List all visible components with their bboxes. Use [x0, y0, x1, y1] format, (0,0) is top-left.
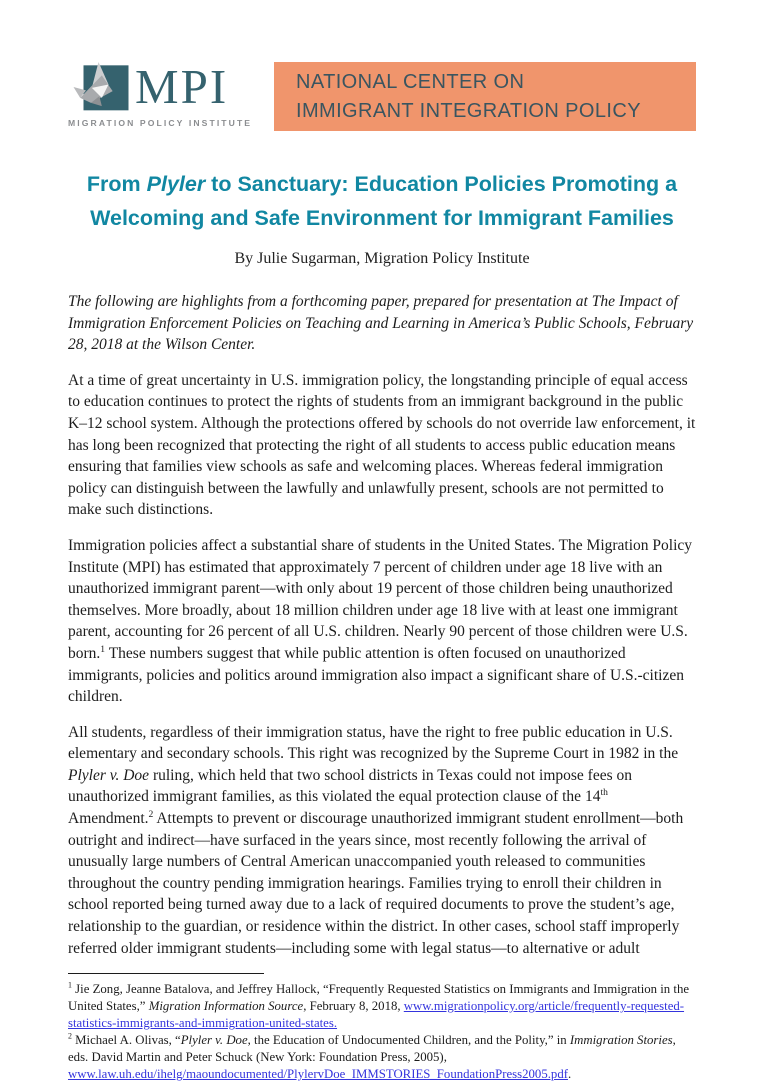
text-run: to Sanctuary: Education Policies Promoting a — [205, 172, 678, 196]
text-run: Plyler v. Doe — [68, 766, 150, 784]
text-run: Immigration Stories — [569, 1033, 673, 1048]
body-paragraph-1 — [68, 370, 696, 521]
text-run: All students, regardless of their immigration status, have the right to free public education in U.S. elementary and secondary schools. This right was recognized by the Supreme Court in 1982 in the — [68, 723, 679, 763]
text-run: , February 8, 2018, — [303, 999, 404, 1014]
footnote-reference: 2 — [148, 808, 154, 820]
text-run: At a time of great uncertainty in U.S. immigration policy, the longstanding principle of equal access to education continues to protect the rights of students from an immigrant background in the public K–12 school system. Although the protections offered by schools do not override law enforcement, it has long been recognized that protecting the right of all students to access public education means ensuring that families view schools as safe and welcoming places. Whereas federal immigration policy can distinguish between the lawfully and unlawfully present, schools are not permitted to make such distinctions. — [68, 371, 696, 519]
text-run: These numbers suggest that while public attention is often focused on unauthorized immigrants, policies and politics around immigration also impact a significant share of U.S.-citizen children. — [68, 644, 684, 706]
text-run: Attempts to prevent or discourage unauthorized immigrant student enrollment—both outright and indirect—have surfaced in the years since, most recently following the arrival of unusually large numbers of Central American unaccompanied youth released to communities throughout the country pending immigration hearings. Families trying to enroll their children in school reported being turned away due to a lack of required documents to prove the student’s age, relationship to the guardian, or residence within the district. In other cases, school staff improperly referred older immigrant students—including some with legal status—to alternative or adult — [68, 810, 684, 957]
text-run: Welcoming and Safe Environment for Immigrant Families — [90, 206, 674, 230]
page-header — [68, 59, 696, 131]
banner-line-2: IMMIGRANT INTEGRATION POLICY — [296, 99, 641, 122]
text-run: From — [86, 172, 147, 196]
text-run: The following are highlights from a forthcoming paper, prepared for presentation at The Impact of Immigration Enforcement Policies on Teaching and Learning in America’s Public Schools, February 28, 2018 at the Wilson Center. — [68, 293, 694, 354]
text-run: , eds. David Martin and Peter Schuck (New York: Foundation Press, 2005), — [68, 1033, 676, 1065]
mpi-wordmark: MIGRATION POLICY INSTITUTE — [68, 118, 253, 128]
hyperlink[interactable]: www.law.uh.edu/ihelg/maoundocumented/PlylervDoe_IMMSTORIES_FoundationPress2005.pdf — [68, 1067, 568, 1082]
text-run: . — [567, 1067, 572, 1082]
footnote-reference: 2 — [68, 1031, 72, 1041]
text-run: , the Education of Undocumented Children, and the Polity,” in — [247, 1033, 570, 1048]
intro-note-paragraph — [68, 291, 696, 356]
text-run: Plyler v. Doe — [180, 1033, 248, 1048]
footnote-reference: th — [600, 787, 608, 799]
center-banner — [274, 62, 696, 131]
text-run: Michael A. Olivas, “ — [71, 1033, 181, 1048]
body-paragraph-2 — [68, 535, 696, 708]
mpi-acronym: MPI — [135, 59, 229, 114]
text-run: Amendment. — [68, 810, 149, 828]
footnote-reference: 1 — [68, 980, 72, 990]
mpi-logo-top — [68, 59, 274, 114]
byline: By Julie Sugarman, Migration Policy Institute — [234, 250, 530, 267]
footnote-reference: 1 — [100, 643, 106, 655]
text-run: Plyler — [146, 172, 206, 196]
footnote-2 — [68, 1032, 696, 1083]
text-run: ruling, which held that two school districts in Texas could not impose fees on unauthorized immigrant families, as this violated the equal protection clause of the 14 — [68, 766, 632, 806]
hyperlink[interactable]: www.migrationpolicy.org/article/frequently-requested-statistics-immigrants-and-immigration-united-states. — [68, 999, 685, 1031]
page-title — [68, 167, 696, 235]
text-run: Migration Information Source — [148, 999, 304, 1014]
mpi-logo — [68, 59, 274, 131]
footnote-separator — [68, 973, 264, 974]
body-paragraph-3 — [68, 722, 696, 960]
banner-line-1: NATIONAL CENTER ON — [296, 70, 525, 93]
origami-crane-icon — [68, 62, 134, 112]
text-run: Jie Zong, Jeanne Batalova, and Jeffrey Hallock, “Frequently Requested Statistics on Immigrants and Immigration in the United States,” — [68, 982, 690, 1014]
text-run: Immigration policies affect a substantial share of students in the United States. The Migration Policy Institute (MPI) has estimated that approximately 7 percent of children under age 18 live with an unauthorized immigrant parent—with only about 19 percent of those children being unauthorized themselves. More broadly, about 18 million children under age 18 live with at least one immigrant parent, accounting for 26 percent of all U.S. children. Nearly 90 percent of those children were U.S. born. — [68, 536, 693, 662]
footnotes — [68, 973, 696, 1083]
footnote-1 — [68, 981, 696, 1032]
article-body — [68, 291, 696, 973]
